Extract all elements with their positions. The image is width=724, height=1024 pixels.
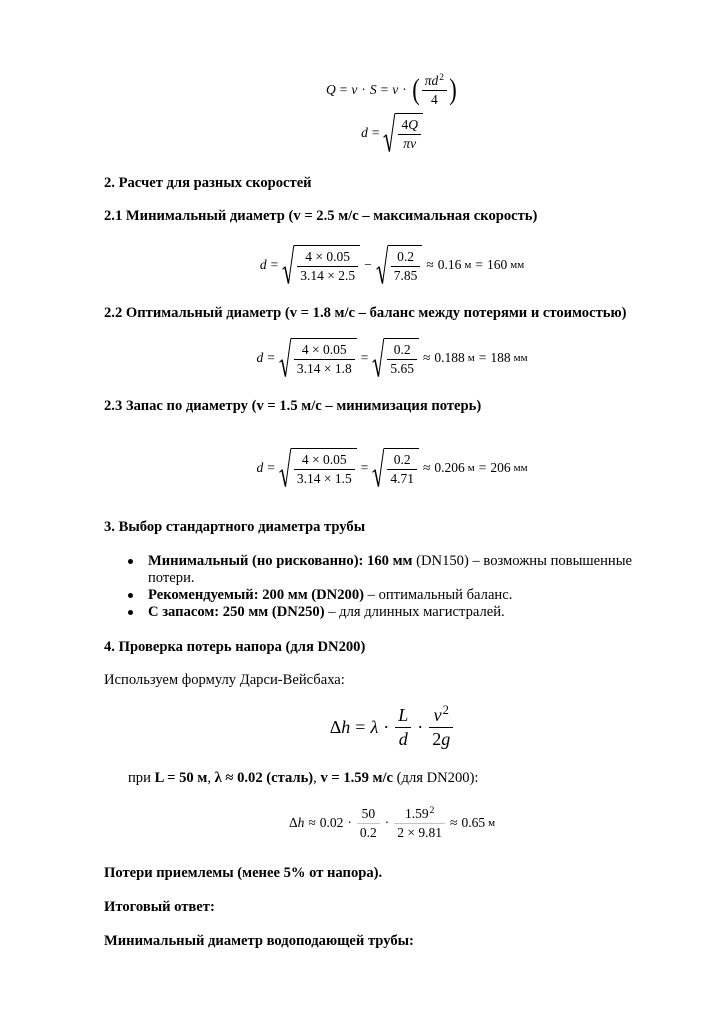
- numerator: [429, 702, 453, 728]
- denominator: 2 × 9.81: [397, 824, 443, 840]
- numerator: 4 × 0.05: [297, 249, 358, 267]
- relation-sign: =: [360, 350, 369, 366]
- result-millimeters: 188: [490, 350, 511, 366]
- multiply-dot: ·: [417, 716, 424, 737]
- section-2-3-title: 2.3 Запас по диаметру (v = 1.5 м/с – минимизация потерь): [104, 398, 482, 414]
- list-item: [128, 553, 660, 587]
- params-prefix: при: [128, 770, 155, 786]
- bullet-icon: [128, 593, 133, 598]
- fraction: [294, 452, 355, 486]
- exponent: 2: [442, 702, 449, 717]
- unit-meters: м: [467, 461, 475, 474]
- denominator: 3.14 × 1.8: [296, 361, 352, 376]
- radicand: [291, 448, 357, 487]
- fraction: [387, 452, 417, 486]
- multiply-dot: ·: [402, 82, 407, 98]
- section-2-1-title: 2.1 Минимальный диаметр (v = 2.5 м/с – максимальная скорость): [104, 208, 538, 224]
- equals-sign: =: [478, 460, 487, 476]
- var-g: g: [441, 728, 451, 749]
- unit-millimeters: мм: [513, 461, 528, 474]
- numerator: [422, 73, 447, 91]
- radical-sign-icon: [282, 245, 294, 284]
- var-h: h: [297, 815, 305, 831]
- list-item: [128, 587, 660, 604]
- var-lambda: λ: [370, 716, 379, 737]
- list-item-bold: С запасом: 250 мм (DN250): [148, 604, 325, 620]
- formula-diameter-min: [104, 240, 680, 290]
- equals-sign: =: [371, 125, 380, 141]
- radicand: [384, 338, 419, 377]
- coefficient: 2: [432, 728, 442, 749]
- denominator: [429, 728, 453, 750]
- equals-sign: =: [478, 350, 487, 366]
- equals-sign: =: [355, 716, 366, 737]
- var-d: d: [256, 350, 264, 366]
- var-q: Q: [326, 82, 336, 98]
- left-paren: (: [412, 73, 420, 106]
- var-d: d: [431, 72, 439, 88]
- coefficient: 4: [401, 117, 409, 133]
- multiply-dot: ·: [383, 716, 390, 737]
- var-pi: π: [403, 136, 411, 151]
- multiply-dot: ·: [347, 815, 352, 831]
- denominator: d: [398, 728, 408, 749]
- fraction: [294, 342, 355, 376]
- denominator: 7.85: [393, 268, 418, 283]
- denominator: [398, 135, 421, 152]
- var-q: Q: [408, 117, 418, 133]
- result-millimeters: 206: [490, 460, 511, 476]
- radicand: [384, 448, 419, 487]
- formula-diameter-optimal: [104, 333, 680, 383]
- fraction: [357, 806, 380, 840]
- numerator: 0.2: [387, 342, 417, 360]
- formula-darcy-weisbach-expression: [329, 702, 455, 749]
- approx-sign: ≈: [450, 815, 458, 831]
- result-meters: 0.16: [437, 257, 462, 273]
- section-2-title: 2. Расчет для разных скоростей: [104, 175, 312, 191]
- fraction: [429, 702, 453, 749]
- unit-meters: м: [467, 351, 475, 364]
- formula-diameter-min-expression: [260, 245, 524, 284]
- bullet-icon: [128, 610, 133, 615]
- var-h: h: [341, 716, 351, 737]
- fraction: [391, 249, 421, 283]
- var-v: v: [433, 704, 442, 725]
- multiply-dot: ·: [384, 815, 390, 831]
- numerator: 4 × 0.05: [294, 452, 355, 470]
- numerator: 0.2: [387, 452, 417, 470]
- params-separator: ,: [313, 770, 321, 786]
- list-item-bold: Рекомендуемый: 200 мм (DN200): [148, 587, 364, 603]
- final-answer-text: Минимальный диаметр водоподающей трубы:: [104, 933, 414, 949]
- approx-sign: ≈: [422, 350, 431, 366]
- unit-millimeters: мм: [513, 351, 528, 364]
- list-item-text: – для длинных магистралей.: [324, 604, 505, 620]
- var-v: v: [410, 136, 417, 151]
- list-item-text: (DN150) – возможны повышенные потери.: [148, 553, 632, 586]
- numerator: 50: [357, 806, 380, 824]
- section-4-title: 4. Проверка потерь напора (для DN200): [104, 639, 366, 655]
- square-root: [372, 338, 419, 377]
- fraction: [395, 705, 411, 749]
- formula-flow-rate: [104, 70, 680, 110]
- approx-sign: ≈: [426, 257, 434, 273]
- var-pi: π: [424, 72, 432, 88]
- bullet-icon: [128, 559, 133, 564]
- calculation-parameters: [128, 769, 479, 787]
- exponent: 2: [429, 805, 435, 816]
- formula-head-loss: [104, 801, 680, 845]
- right-paren: ): [449, 73, 457, 106]
- formula-diameter-reserve: [104, 443, 680, 493]
- var-d: d: [361, 125, 368, 141]
- unit-meters: м: [488, 816, 496, 829]
- radical-sign-icon: [372, 448, 384, 487]
- unit-millimeters: мм: [510, 258, 525, 271]
- section-3-title: 3. Выбор стандартного диаметра трубы: [104, 519, 366, 535]
- relation-sign: −: [364, 257, 372, 273]
- denominator: 3.14 × 2.5: [300, 268, 356, 283]
- section-2-2-title: 2.2 Оптимальный диаметр (v = 1.8 м/с – баланс между потерями и стоимостью): [104, 305, 627, 321]
- radical-sign-icon: [383, 113, 395, 152]
- fraction: [387, 342, 417, 376]
- result-millimeters: 160: [486, 257, 508, 273]
- radical-sign-icon: [279, 338, 291, 377]
- square-root: [376, 245, 423, 284]
- square-root: [383, 113, 423, 152]
- var-v: v: [351, 82, 358, 98]
- radical-sign-icon: [372, 338, 384, 377]
- radicand: [291, 338, 357, 377]
- denominator: 0.2: [359, 824, 377, 840]
- radicand: [395, 113, 423, 152]
- pipe-diameter-options-list: [128, 553, 660, 621]
- var-s: S: [369, 82, 377, 98]
- denominator: 4.71: [390, 471, 414, 486]
- fraction: [398, 117, 421, 151]
- param-velocity: v = 1.59 м/с: [320, 770, 394, 786]
- params-separator: ,: [207, 770, 215, 786]
- equals-sign: =: [270, 257, 279, 273]
- delta-symbol: Δ: [288, 815, 298, 831]
- delta-symbol: Δ: [329, 716, 342, 737]
- formula-diameter-reserve-expression: [256, 448, 527, 487]
- list-item: [128, 604, 660, 621]
- equals-sign: =: [475, 257, 483, 273]
- approx-sign: ≈: [308, 815, 316, 831]
- final-answer-label: Итоговый ответ:: [104, 899, 215, 915]
- equals-sign: =: [267, 460, 275, 476]
- equals-sign: =: [267, 350, 275, 366]
- section-4-conclusion: Потери приемлемы (менее 5% от напора).: [104, 865, 383, 881]
- param-friction: λ ≈ 0.02 (сталь): [214, 770, 314, 786]
- multiply-dot: ·: [361, 82, 366, 98]
- square-root: [279, 338, 357, 377]
- var-v: v: [392, 82, 399, 98]
- radical-sign-icon: [376, 245, 388, 284]
- result-meters: 0.206: [434, 460, 465, 476]
- exponent: 2: [439, 72, 444, 83]
- denominator: 3.14 × 1.5: [296, 471, 352, 486]
- formula-head-loss-expression: [289, 806, 495, 840]
- approx-sign: ≈: [422, 460, 431, 476]
- equals-sign: =: [339, 82, 348, 98]
- formula-diameter: [104, 113, 680, 153]
- fraction: [394, 806, 445, 840]
- square-root: [372, 448, 419, 487]
- unit-meters: м: [464, 258, 472, 271]
- square-root: [279, 448, 357, 487]
- denominator: 5.65: [390, 361, 414, 376]
- numerator: [398, 117, 421, 135]
- radical-sign-icon: [279, 448, 291, 487]
- denominator: 4: [430, 91, 438, 107]
- section-4-intro: Используем формулу Дарси-Вейсбаха:: [104, 672, 345, 688]
- result-meters: 0.188: [434, 350, 465, 366]
- square-root: [282, 245, 360, 284]
- velocity-value: 1.59: [405, 805, 429, 821]
- var-d: d: [256, 460, 264, 476]
- formula-flow-rate-expression: [326, 73, 458, 107]
- radicand: [294, 245, 360, 284]
- formula-diameter-expression: [361, 113, 423, 152]
- numerator: [394, 806, 445, 824]
- numerator: 0.2: [391, 249, 421, 267]
- coefficient: 0.02: [319, 815, 344, 831]
- params-suffix: (для DN200):: [393, 770, 479, 786]
- list-item-text: – оптимальный баланс.: [363, 587, 513, 603]
- numerator: L: [395, 705, 411, 728]
- result-meters: 0.65: [461, 815, 486, 831]
- radicand: [388, 245, 423, 284]
- formula-darcy-weisbach: [104, 700, 680, 754]
- formula-diameter-optimal-expression: [256, 338, 527, 377]
- param-length: L = 50 м: [154, 770, 208, 786]
- var-d: d: [259, 257, 267, 273]
- fraction: [422, 73, 447, 107]
- list-item-bold: Минимальный (но рискованно): 160 мм: [148, 553, 413, 569]
- equals-sign: =: [380, 82, 389, 98]
- fraction: [297, 249, 358, 283]
- numerator: 4 × 0.05: [294, 342, 355, 360]
- relation-sign: =: [360, 460, 369, 476]
